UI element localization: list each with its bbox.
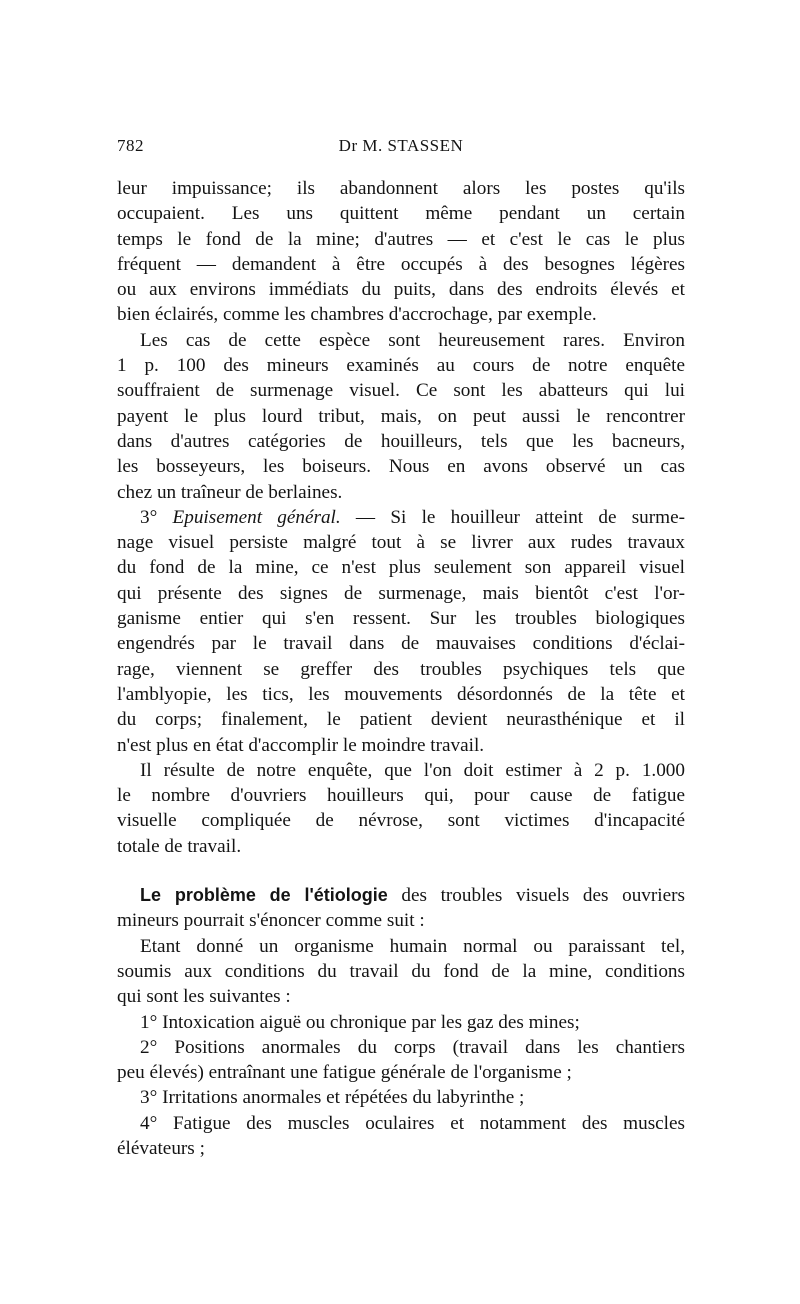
text-line: souffraient de surmenage visuel. Ce sont les abatteurs qui lui — [117, 380, 685, 402]
text-run: des troubles visuels des ouvriers — [387, 885, 685, 907]
text-line: ganisme entier qui s'en ressent. Sur les troubles biologiques — [117, 608, 685, 630]
text-line: 1 p. 100 des mineurs examinés au cours de notre enquête — [117, 355, 685, 377]
text-line: Etant donné un organisme humain normal ou paraissant tel, — [140, 935, 685, 957]
list-number: 3° — [140, 506, 173, 528]
list-item-4 — [117, 1111, 685, 1162]
text-line: totale de travail. — [117, 835, 242, 857]
text-line: mineurs pourrait s'énoncer comme suit : — [117, 910, 425, 932]
italic-heading: Epuisement général. — [172, 506, 341, 528]
list-item-3 — [117, 1085, 685, 1110]
paragraph-conditions — [117, 934, 685, 1010]
text-line: qui sont les suivantes : — [117, 986, 291, 1008]
running-head: Dr M. STASSEN — [338, 136, 464, 155]
text-line: l'amblyopie, les tics, les mouvements désordonnés de la tête et — [117, 683, 685, 705]
list-item-2 — [117, 1035, 685, 1086]
body-text — [117, 176, 685, 1161]
section-gap — [117, 859, 685, 883]
text-line: le nombre d'ouvriers houilleurs qui, pour cause de fatigue — [117, 785, 685, 807]
text-line: fréquent — demandent à être occupés à des besognes légères — [117, 253, 685, 275]
text-line: 1° Intoxication aiguë ou chronique par les gaz des mines; — [140, 1011, 580, 1033]
text-line: Il résulte de notre enquête, que l'on doit estimer à 2 p. 1.000 — [140, 759, 685, 781]
text-line: peu élevés) entraînant une fatigue générale de l'organisme ; — [117, 1062, 572, 1084]
text-line — [117, 883, 685, 908]
page-number: 782 — [117, 136, 144, 155]
paragraph-rare-cases — [117, 328, 685, 505]
text-line: leur impuissance; ils abandonnent alors les postes qu'ils — [117, 178, 685, 199]
text-line: temps le fond de la mine; d'autres — et c'est le cas le plus — [117, 228, 685, 250]
text-line: payent le plus lourd tribut, mais, on peut aussi le rencontrer — [117, 405, 685, 427]
text-line: du fond de la mine, ce n'est plus seulement son appareil visuel — [117, 557, 685, 579]
text-line: du corps; finalement, le patient devient neurasthénique et il — [117, 709, 685, 731]
text-line: engendrés par le travail dans de mauvaises conditions d'éclai- — [117, 633, 685, 655]
text-line: soumis aux conditions du travail du fond de la mine, conditions — [117, 960, 685, 982]
text-line — [117, 505, 685, 530]
text-line: qui présente des signes de surmenage, mais bientôt c'est l'or- — [117, 582, 685, 604]
text-line: nage visuel persiste malgré tout à se livrer aux rudes travaux — [117, 532, 685, 554]
paragraph-survey-result — [117, 758, 685, 859]
paragraph-etiology — [117, 883, 685, 934]
text-line: occupaient. Les uns quittent même pendant un certain — [117, 203, 685, 225]
text-line: 3° Irritations anormales et répétées du labyrinthe ; — [140, 1087, 525, 1109]
text-line: bien éclairés, comme les chambres d'accrochage, par exemple. — [117, 304, 597, 326]
list-item-1 — [117, 1010, 685, 1035]
bold-heading: Le problème de l'étiologie — [140, 885, 388, 906]
text-line: les bosseyeurs, les boiseurs. Nous en avons observé un cas — [117, 456, 685, 478]
paragraph-general-exhaustion — [117, 505, 685, 758]
text-line: élévateurs ; — [117, 1137, 205, 1159]
text-line: dans d'autres catégories de houilleurs, tels que les bacneurs, — [117, 430, 685, 452]
text-line: visuelle compliquée de névrose, sont victimes d'incapacité — [117, 810, 685, 832]
page-header — [117, 136, 685, 160]
text-line: 2° Positions anormales du corps (travail dans les chantiers — [140, 1036, 685, 1058]
text-line: Les cas de cette espèce sont heureusement rares. Environ — [140, 329, 685, 351]
text-line: ou aux environs immédiats du puits, dans des endroits élevés et — [117, 279, 685, 301]
text-line: rage, viennent se greffer des troubles psychiques tels que — [117, 658, 685, 680]
text-line: chez un traîneur de berlaines. — [117, 481, 343, 503]
text-line: 4° Fatigue des muscles oculaires et notamment des muscles — [140, 1112, 685, 1134]
paragraph-continuation — [117, 176, 685, 328]
text-line: n'est plus en état d'accomplir le moindre travail. — [117, 734, 485, 756]
text-run: — Si le houilleur atteint de surme- — [340, 506, 685, 528]
